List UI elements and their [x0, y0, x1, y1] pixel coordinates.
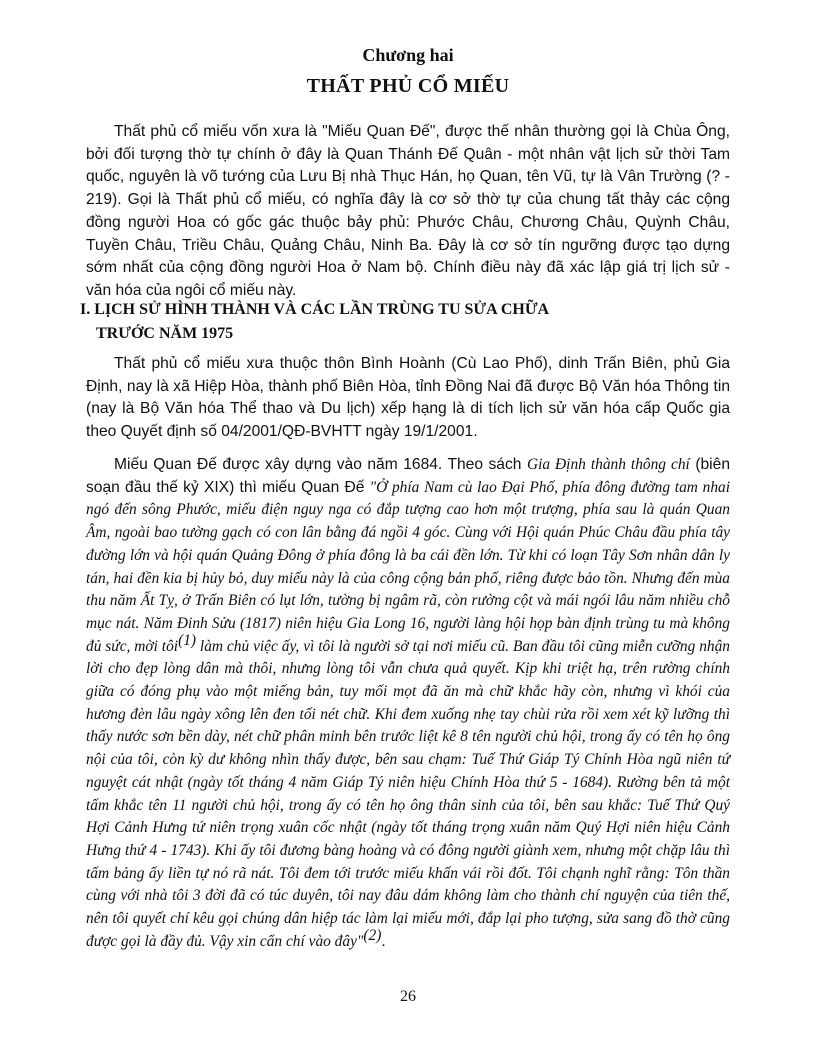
paragraph2-mid: (biên soạn đầu thế kỷ XIX) thì miếu Quan Đế — [86, 456, 730, 496]
page-number: 26 — [400, 988, 416, 1005]
section-paragraph-1: Thất phủ cổ miếu xưa thuộc thôn Bình Hoành (Cù Lao Phố), dinh Trấn Biên, phủ Gia Định, nay là xã Hiệp Hòa, thành phố Biên Hòa, tỉnh Đồng Nai đã được Bộ Văn hóa Thông tin (nay là Bộ Văn hóa Thể thao và Du lịch) xếp hạng là di tích lịch sử văn hóa cấp Quốc gia theo Quyết định số 04/2001/QĐ-BVHTT ngày 19/1/2001. — [86, 355, 730, 441]
section-paragraph-2 — [86, 454, 730, 953]
footnote-ref-1: (1) — [178, 631, 197, 649]
section-heading — [80, 298, 740, 346]
chapter-label: Chương hai — [362, 45, 454, 65]
paragraph2-lead: Miếu Quan Đế được xây dựng vào năm 1684. Theo sách — [114, 456, 527, 473]
section-heading-line2: TRƯỚC NĂM 1975 — [96, 325, 234, 342]
book-title: Gia Định thành thông chí — [526, 456, 690, 473]
section-heading-line1: I. LỊCH SỬ HÌNH THÀNH VÀ CÁC LẦN TRÙNG TU SỬA CHỮA — [80, 301, 550, 318]
quote-part-1: "Ở phía Nam cù lao Đại Phố, phía đông đường tam nhai ngó đến sông Phước, miếu điện nguy nga có đắp tượng cao hơn một trượng, phía sau là quán Quan Âm, ngoài bao tường gạch có con lân bằng đá ngồi 4 góc. Cùng với Hội quán Phúc Châu đầu phía tây đường lớn và hội quán Quảng Đông ở phía đông là ba cái đền lớn. Từ khi có loạn Tây Sơn nhân dân ly tán, hai đền kia bị hủy bỏ, duy miếu này là của công cộng bản phố, riêng được bảo tồn. Nhưng đến mùa thu năm Ất Tỵ, ở Trấn Biên có lụt lớn, tường bị ngâm rã, còn rường cột và mái ngói lâu năm nhiều chỗ mục nát. Năm Đinh Sửu (1817) niên hiệu Gia Long 16, người làng hội họp bàn định trùng tu mà không đủ sức, mời tôi — [86, 478, 730, 655]
footnote-ref-2: (2) — [363, 926, 382, 944]
chapter-title: THẤT PHỦ CỔ MIẾU — [306, 75, 510, 97]
quote-part-2: làm chủ việc ấy, vì tôi là người sở tại nơi miếu cũ. Ban đầu tôi cũng miễn cưỡng nhận lời cho đẹp lòng dân mà thôi, nhưng lòng tôi vẫn chưa quả quyết. Kịp khi triệt hạ, trên rường chính giữa có đóng phụ vào một miếng bản, tuy mối mọt đã ăn mà chữ khắc hãy còn, nhưng vì khói của hương đèn lâu ngày xông lên đen tối nét chữ. Khi đem xuống nhẹ tay chùi rửa rồi xem xét kỹ lưỡng thì thấy nước sơn bền dày, nét chữ phân minh bên trước liệt kê 8 tên người chủ hội, trong ấy có tên họ ông nội của tôi, còn kỳ dư không nhìn thấy được, bên sau chạm: Tuế Thứ Giáp Tý Chính Hòa ngũ niên tứ nguyệt cát nhật (ngày tốt tháng 4 năm Giáp Tý niên hiệu Chính Hòa thứ 5 - 1684). Rường bên tả một tấm khắc tên 11 người chủ hội, trong ấy có tên họ ông thân sinh của tôi, bên sau khắc: Tuế Thứ Quý Hợi Cảnh Hưng tứ niên trọng xuân cốc nhật (ngày tốt tháng trọng xuân năm Quý Hợi niên hiệu Cảnh Hưng thứ 4 - 1743). Khi ấy tôi đương bàng hoàng và có đông người giành xem, nhưng một chặp lâu thì tấm bảng ấy liền tự nó rã nát. Tôi đem tới trước miếu khấn vái rồi đốt. Tôi chạnh nghĩ rằng: Tôn thần cùng với nhà tôi 3 đời đã có túc duyên, tôi nay đâu dám không làm cho thành chí nguyện của tiên thế, nên tôi quyết chí kêu gọi chúng dân hiệp tác làm lại miếu mới, đắp lại pho tượng, sửa sang đồ thờ cũng được gọi là đầy đủ. Vậy xin cẩn chí vào đây" — [86, 637, 730, 950]
paragraph2-end: . — [381, 932, 386, 950]
intro-paragraph: Thất phủ cổ miếu vốn xưa là "Miếu Quan Đế", được thế nhân thường gọi là Chùa Ông, bởi đối tượng thờ tự chính ở đây là Quan Thánh Đế Quân - một nhân vật lịch sử thời Tam quốc, nguyên là võ tướng của Lưu Bị nhà Thục Hán, họ Quan, tên Vũ, tự là Vân Trường (? - 219). Gọi là Thất phủ cổ miếu, có nghĩa đây là cơ sở thờ tự của chung tất thảy các cộng đồng người Hoa có gốc gác thuộc bảy phủ: Phước Châu, Chương Châu, Quỳnh Châu, Tuyền Châu, Triều Châu, Quảng Châu, Ninh Ba. Đây là cơ sở tín ngưỡng được tạo dựng sớm nhất của cộng đồng người Hoa ở Nam bộ. Chính điều này đã xác lập giá trị lịch sử - văn hóa của ngôi cổ miếu này. — [86, 123, 730, 299]
